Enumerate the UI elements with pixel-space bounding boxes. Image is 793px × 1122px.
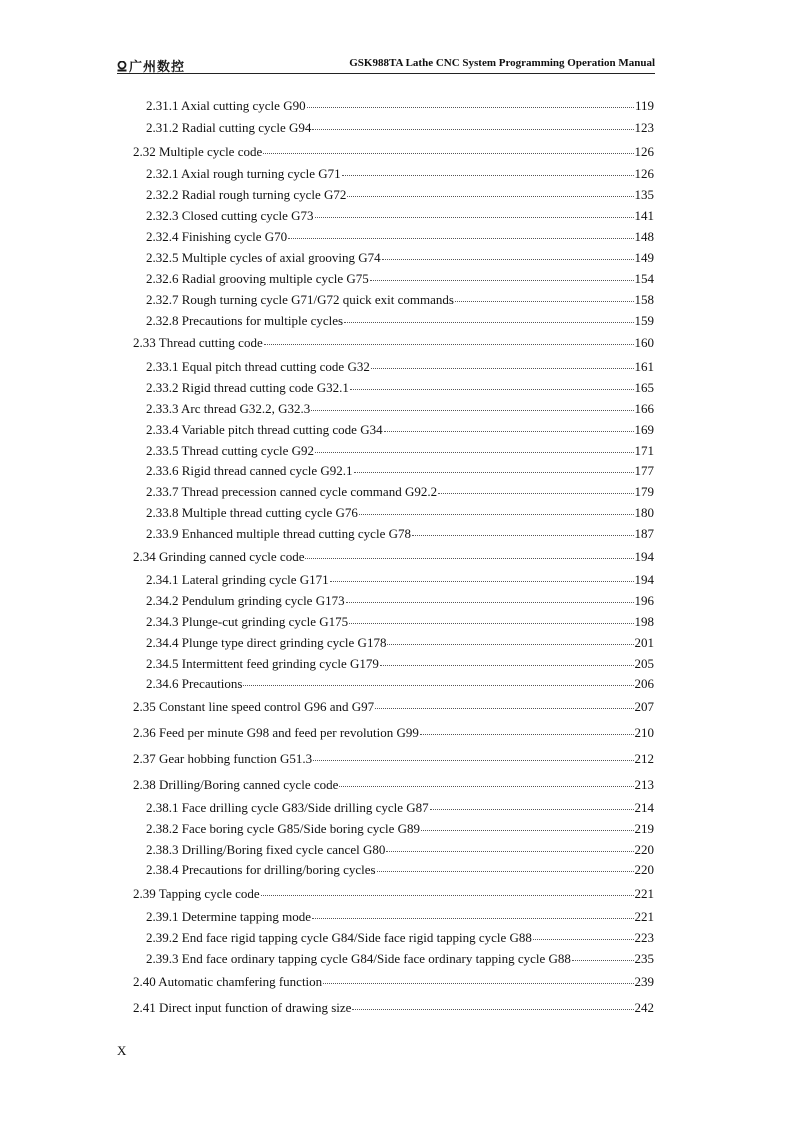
toc-entry[interactable] [146, 800, 654, 816]
toc-entry-page: 235 [634, 951, 654, 966]
toc-entry[interactable] [146, 526, 654, 542]
toc-entry-label: 2.38.4 Precautions for drilling/boring cycles [146, 862, 376, 877]
toc-entry-label: 2.33.7 Thread precession canned cycle command G92.2 [146, 484, 438, 499]
dot-leader [359, 513, 634, 515]
toc-entry-page: 148 [634, 229, 654, 244]
toc-entry-label: 2.33.1 Equal pitch thread cutting code G32 [146, 359, 370, 374]
toc-entry-page: 206 [634, 676, 654, 691]
toc-entry[interactable] [133, 549, 654, 565]
dot-leader [342, 174, 634, 176]
toc-entry[interactable] [133, 1000, 654, 1016]
toc-entry-page: 158 [634, 292, 654, 307]
dot-leader [412, 534, 634, 536]
toc-entry-page: 194 [634, 549, 654, 564]
toc-entry[interactable] [146, 443, 654, 459]
toc-entry-page: 213 [634, 777, 654, 792]
dot-leader [311, 409, 633, 411]
toc-entry-label: 2.35 Constant line speed control G96 and G97 [133, 699, 375, 714]
toc-entry-label: 2.38 Drilling/Boring canned cycle code [133, 777, 339, 792]
toc-entry[interactable] [146, 98, 654, 114]
dot-leader [350, 388, 634, 390]
dot-leader [386, 850, 633, 852]
toc-entry[interactable] [146, 676, 654, 692]
dot-leader [421, 829, 633, 831]
dot-leader [380, 664, 634, 666]
toc-entry-page: 242 [634, 1000, 654, 1015]
toc-entry[interactable] [146, 930, 654, 946]
toc-entry-label: 2.33 Thread cutting code [133, 335, 263, 350]
toc-entry-page: 198 [634, 614, 654, 629]
toc-entry-label: 2.34 Grinding canned cycle code [133, 549, 305, 564]
dot-leader [382, 258, 634, 260]
toc-entry-label: 2.31.2 Radial cutting cycle G94 [146, 120, 312, 135]
toc-entry-page: 220 [634, 862, 654, 877]
toc-entry-label: 2.37 Gear hobbing function G51.3 [133, 751, 313, 766]
toc-entry-page: 119 [634, 98, 654, 113]
toc-entry[interactable] [146, 505, 654, 521]
toc-entry-label: 2.39.2 End face rigid tapping cycle G84/Side face rigid tapping cycle G88 [146, 930, 532, 945]
toc-entry-label: 2.32.2 Radial rough turning cycle G72 [146, 187, 347, 202]
toc-entry[interactable] [133, 335, 654, 351]
toc-entry[interactable] [146, 572, 654, 588]
toc-entry-label: 2.34.6 Precautions [146, 676, 243, 691]
toc-entry[interactable] [146, 484, 654, 500]
toc-entry-page: 126 [634, 166, 654, 181]
dot-leader [305, 557, 633, 559]
toc-entry-page: 169 [634, 422, 654, 437]
toc-entry-label: 2.34.4 Plunge type direct grinding cycle G178 [146, 635, 387, 650]
toc-entry-page: 149 [634, 250, 654, 265]
toc-entry-label: 2.33.6 Rigid thread canned cycle G92.1 [146, 463, 353, 478]
toc-entry-page: 212 [634, 751, 654, 766]
toc-entry-label: 2.38.3 Drilling/Boring fixed cycle cancel G80 [146, 842, 386, 857]
toc-entry-page: 214 [634, 800, 654, 815]
toc-entry-page: 160 [634, 335, 654, 350]
logo-mark-icon [117, 61, 127, 72]
toc-entry-label: 2.39.1 Determine tapping mode [146, 909, 311, 924]
toc-entry[interactable] [146, 250, 654, 266]
toc-entry-page: 223 [634, 930, 654, 945]
toc-entry[interactable] [146, 422, 654, 438]
toc-entry-label: 2.33.3 Arc thread G32.2, G32.3 [146, 401, 311, 416]
toc-entry[interactable] [146, 656, 654, 672]
toc-entry-page: 126 [634, 144, 654, 159]
toc-entry-page: 210 [634, 725, 654, 740]
dot-leader [261, 894, 634, 896]
toc-entry-label: 2.32 Multiple cycle code [133, 144, 263, 159]
toc-entry-label: 2.40 Automatic chamfering function [133, 974, 323, 989]
page-header [117, 55, 655, 74]
page-number: X [117, 1043, 127, 1058]
toc-entry[interactable] [146, 292, 654, 308]
dot-leader [323, 982, 633, 984]
toc-entry-page: 135 [634, 187, 654, 202]
toc-entry[interactable] [146, 401, 654, 417]
dot-leader [384, 430, 634, 432]
toc-entry-page: 165 [634, 380, 654, 395]
toc-entry[interactable] [133, 886, 654, 902]
toc-entry[interactable] [146, 909, 654, 925]
toc-entry[interactable] [146, 120, 654, 136]
dot-leader [263, 152, 633, 154]
toc-entry-page: 141 [634, 208, 654, 223]
toc-entry-page: 180 [634, 505, 654, 520]
toc-entry-label: 2.38.1 Face drilling cycle G83/Side drilling cycle G87 [146, 800, 429, 815]
toc-entry[interactable] [146, 463, 654, 479]
dot-leader [315, 451, 634, 453]
toc-entry-label: 2.41 Direct input function of drawing size [133, 1000, 352, 1015]
toc-entry[interactable] [146, 842, 654, 858]
dot-leader [330, 580, 634, 582]
toc-entry[interactable] [146, 359, 654, 375]
toc-entry-label: 2.33.4 Variable pitch thread cutting code G34 [146, 422, 383, 437]
toc-entry-label: 2.33.2 Rigid thread cutting code G32.1 [146, 380, 349, 395]
toc-entry-page: 219 [634, 821, 654, 836]
toc-entry-page: 239 [634, 974, 654, 989]
toc-entry[interactable] [146, 593, 654, 609]
toc-entry-page: 207 [634, 699, 654, 714]
toc-entry-label: 2.32.4 Finishing cycle G70 [146, 229, 288, 244]
toc-entry-page: 179 [634, 484, 654, 499]
toc-entry-page: 201 [634, 635, 654, 650]
toc-entry[interactable] [146, 951, 654, 967]
toc-entry-page: 161 [634, 359, 654, 374]
dot-leader [315, 216, 634, 218]
toc-entry-page: 154 [634, 271, 654, 286]
toc-entry-page: 221 [634, 909, 654, 924]
toc-entry[interactable] [146, 614, 654, 630]
toc-entry-label: 2.32.6 Radial grooving multiple cycle G75 [146, 271, 369, 286]
toc-entry-page: 187 [634, 526, 654, 541]
toc-entry-page: 177 [634, 463, 654, 478]
toc-entry[interactable] [146, 166, 654, 182]
toc-entry[interactable] [146, 187, 654, 203]
toc-entry[interactable] [133, 777, 654, 793]
dot-leader [377, 870, 634, 872]
toc-entry-label: 2.38.2 Face boring cycle G85/Side boring cycle G89 [146, 821, 421, 836]
toc-entry-label: 2.33.9 Enhanced multiple thread cutting cycle G78 [146, 526, 411, 541]
manual-title: GSK988TA Lathe CNC System Programming Operation Manual [349, 57, 655, 69]
toc-entry-label: 2.33.8 Multiple thread cutting cycle G76 [146, 505, 358, 520]
toc-entry[interactable] [133, 699, 654, 715]
dot-leader [347, 195, 633, 197]
toc-entry-page: 159 [634, 313, 654, 328]
toc-entry-page: 171 [634, 443, 654, 458]
dot-leader [371, 367, 634, 369]
dot-leader [349, 622, 633, 624]
dot-leader [312, 128, 633, 130]
toc-entry[interactable] [146, 313, 654, 329]
toc-entry-label: 2.36 Feed per minute G98 and feed per revolution G99 [133, 725, 419, 740]
toc-entry-label: 2.32.7 Rough turning cycle G71/G72 quick exit commands [146, 292, 454, 307]
toc-entry-page: 220 [634, 842, 654, 857]
toc-entry-label: 2.32.1 Axial rough turning cycle G71 [146, 166, 341, 181]
dot-leader [264, 343, 634, 345]
dot-leader [243, 684, 633, 686]
toc-entry[interactable] [133, 974, 654, 990]
toc-entry[interactable] [146, 380, 654, 396]
dot-leader [572, 959, 634, 961]
dot-leader [313, 759, 633, 761]
dot-leader [455, 300, 634, 302]
toc-entry-label: 2.34.1 Lateral grinding cycle G171 [146, 572, 329, 587]
toc-entry-label: 2.32.8 Precautions for multiple cycles [146, 313, 344, 328]
dot-leader [288, 237, 633, 239]
toc-entry[interactable] [146, 229, 654, 245]
dot-leader [339, 785, 633, 787]
toc-entry-page: 205 [634, 656, 654, 671]
toc-entry-label: 2.39.3 End face ordinary tapping cycle G84/Side face ordinary tapping cycle G88 [146, 951, 571, 966]
toc-entry-page: 166 [634, 401, 654, 416]
dot-leader [375, 707, 633, 709]
dot-leader [420, 733, 634, 735]
toc-entry-page: 123 [634, 120, 654, 135]
toc-entry-page: 196 [634, 593, 654, 608]
toc-entry-label: 2.34.3 Plunge-cut grinding cycle G175 [146, 614, 349, 629]
dot-leader [346, 601, 634, 603]
dot-leader [352, 1008, 633, 1010]
toc-entry-label: 2.34.2 Pendulum grinding cycle G173 [146, 593, 345, 608]
toc-entry[interactable] [146, 208, 654, 224]
dot-leader [344, 321, 633, 323]
dot-leader [387, 643, 633, 645]
toc-entry[interactable] [146, 271, 654, 287]
company-logo [117, 56, 185, 75]
toc-entry-label: 2.34.5 Intermittent feed grinding cycle G179 [146, 656, 379, 671]
toc-entry-label: 2.32.5 Multiple cycles of axial grooving G74 [146, 250, 381, 265]
logo-text: 广州数控 [129, 60, 186, 75]
dot-leader [354, 471, 634, 473]
toc-entry-label: 2.32.3 Closed cutting cycle G73 [146, 208, 314, 223]
toc-entry[interactable] [146, 821, 654, 837]
dot-leader [430, 808, 634, 810]
toc-entry[interactable] [133, 751, 654, 767]
toc-entry-label: 2.39 Tapping cycle code [133, 886, 260, 901]
dot-leader [370, 279, 634, 281]
toc-entry-page: 221 [634, 886, 654, 901]
toc-entry[interactable] [133, 725, 654, 741]
dot-leader [533, 938, 634, 940]
toc-entry-label: 2.31.1 Axial cutting cycle G90 [146, 98, 306, 113]
dot-leader [312, 917, 634, 919]
toc-entry[interactable] [133, 144, 654, 160]
toc-entry[interactable] [146, 635, 654, 651]
dot-leader [307, 106, 634, 108]
toc-entry-label: 2.33.5 Thread cutting cycle G92 [146, 443, 314, 458]
toc-entry[interactable] [146, 862, 654, 878]
dot-leader [438, 492, 633, 494]
toc-entry-page: 194 [634, 572, 654, 587]
